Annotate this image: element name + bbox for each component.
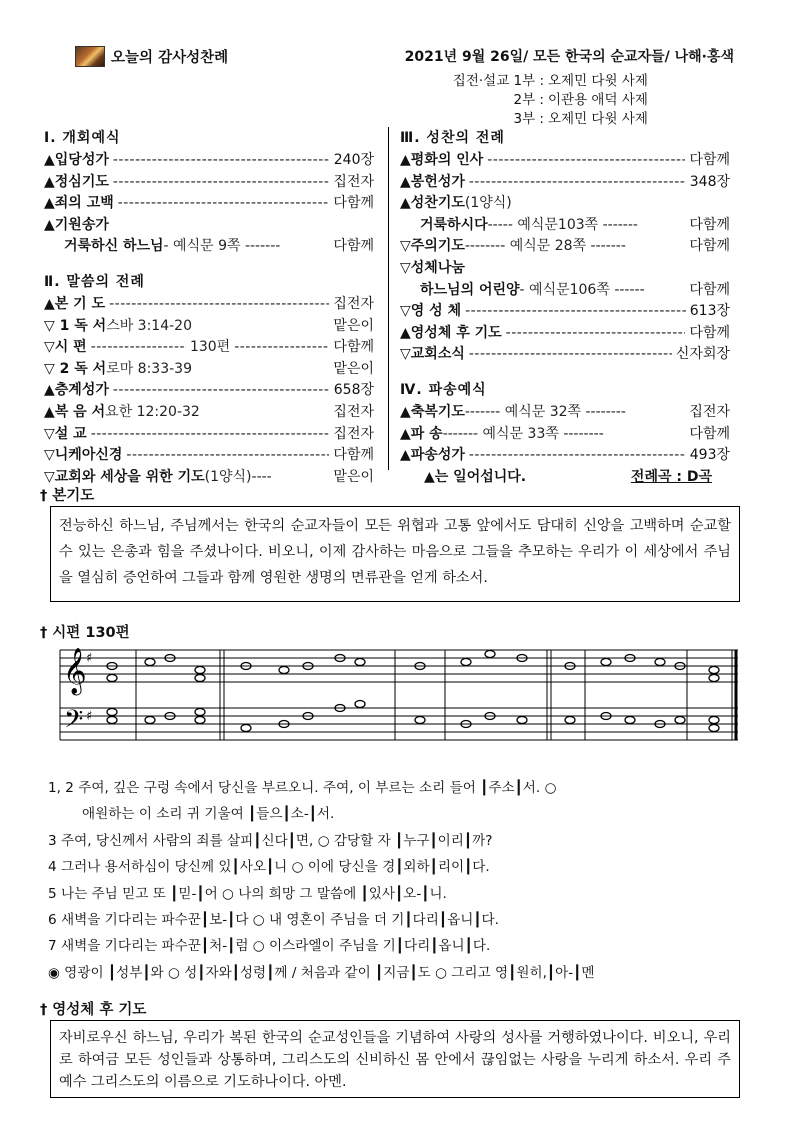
service-item-label: 거룩하신 하느님 <box>64 238 164 255</box>
service-item-label: ▲파 송 <box>400 425 443 442</box>
service-item-label: 하느님의 어린양 <box>420 281 520 298</box>
date-line: 2021년 9월 26일/ 모든 한국의 순교자들/ 나해·홍색 <box>404 49 734 65</box>
service-item-label: ▽교회와 세상을 위한 기도 <box>44 468 205 485</box>
service-item-value: 다함께 <box>689 238 730 255</box>
leader-dots <box>487 152 685 168</box>
church-logo-icon <box>75 46 105 67</box>
service-item-value: 다함께 <box>689 216 730 233</box>
leader-dots <box>469 346 672 362</box>
psalm-verse: 5 나는 주님 믿고 또 ┃믿-┃어 ○ 나의 희망 그 말씀에 ┃있사┃오-┃니. <box>48 885 447 902</box>
service-item-value: 493장 <box>689 447 730 464</box>
service-item-detail: ----- 예식문103쪽 ------- <box>487 216 638 233</box>
service-item <box>44 444 374 466</box>
leader-dots <box>469 447 686 463</box>
leader-dots <box>118 195 330 211</box>
order-left-column <box>44 127 374 487</box>
service-item <box>44 315 374 337</box>
service-item <box>400 300 730 322</box>
psalm-verse: 애원하는 이 소리 귀 기울여 ┃들으┃소-┃서. <box>82 806 335 823</box>
service-item-label: ▲봉헌성가 <box>400 173 465 190</box>
service-item <box>400 322 730 344</box>
psalm-verse: 4 그러나 용서하심이 당신께 있┃사오┃니 ○ 이에 당신을 경┃외하┃리이┃다. <box>48 859 490 876</box>
service-item-detail: - 예식문 9쪽 ------- <box>163 238 281 255</box>
service-item-label: ▽주의기도 <box>400 238 465 255</box>
celebrant-name: 이관용 애덕 사제 <box>548 92 648 108</box>
leader-dots <box>234 339 329 355</box>
service-item-value: 다함께 <box>333 238 374 255</box>
celebrant-list <box>440 72 710 129</box>
section-heading: Ⅱ. 말씀의 전례 <box>44 273 145 290</box>
service-item-value: 다함께 <box>333 339 374 356</box>
service-item <box>44 214 374 236</box>
service-item <box>44 401 374 423</box>
service-item <box>44 336 374 358</box>
service-item-label: 거룩하시다 <box>420 216 488 233</box>
section-heading: Ⅲ. 성찬의 전례 <box>400 130 505 146</box>
service-item-detail: 130편 <box>189 339 231 356</box>
collect-text: 전능하신 하느님, 주님께서는 한국의 순교자들이 모든 위협과 고통 앞에서도 담대히 신앙을 고백하며 순교할 수 있는 은총과 힘을 주셨나이다. 비오니, 이제 감사하는 마음으로 그들을 추모하는 우리가 이 세상에서 주님을 열심히 증언하여 그들과 함께 영원한 생명의 면류관을 얻게 하소서. <box>50 506 740 602</box>
service-item-label: ▲평화의 인사 <box>400 152 484 168</box>
section-heading: Ⅳ. 파송예식 <box>400 381 487 398</box>
order-right-column <box>400 127 730 487</box>
service-item-detail: -------- 예식문 28쪽 ------- <box>464 238 626 255</box>
section-rows <box>44 293 374 487</box>
page-title: 오늘의 감사성찬례 <box>111 50 229 66</box>
service-item-label: ▲기원송가 <box>44 216 109 233</box>
leader-dots <box>91 339 186 355</box>
service-item <box>400 235 730 257</box>
service-item-value: 다함께 <box>333 447 374 464</box>
service-item-value: 다함께 <box>689 324 730 341</box>
psalm-verse: 3 주여, 당신께서 사람의 죄를 살피┃신다┃면, ○ 감당할 자 ┃누구┃이리┃까? <box>48 832 493 849</box>
section-rows <box>400 149 730 365</box>
celebrant-label: 2부 : <box>513 92 544 108</box>
service-item-label: ▲정심기도 <box>44 173 109 190</box>
leader-dots <box>113 152 330 168</box>
svg-text:♯: ♯ <box>86 709 93 724</box>
celebrant-name: 오제민 다윗 사제 <box>548 111 648 127</box>
service-item <box>400 279 730 301</box>
celebrant-label: 3부 : <box>513 111 544 127</box>
celebrant-name: 오제민 다윗 사제 <box>548 73 648 89</box>
service-item-label: ▲본 기 도 <box>44 295 106 312</box>
service-item-value: 613장 <box>689 303 730 320</box>
service-item-value: 맡은이 <box>333 360 374 377</box>
service-item-detail: ------- 예식문 32쪽 -------- <box>464 403 626 420</box>
service-item-value: 집전자 <box>333 295 374 312</box>
psalm-verse: ◉ 영광이 ┃성부┃와 ○ 성┃자와┃성령┃께 / 처음과 같이 ┃지금┃도 ○ 그리고 영┃원히,┃아-┃멘 <box>48 964 595 981</box>
service-item <box>44 235 374 257</box>
service-item-value: 다함께 <box>689 281 730 298</box>
leader-dots <box>469 174 686 190</box>
psalm-heading: † 시편 130편 <box>40 625 130 641</box>
service-item-detail: 스바 3:14-20 <box>106 317 192 334</box>
service-item <box>400 444 730 466</box>
service-item-detail: 요한 12:20-32 <box>105 403 200 420</box>
psalm-chant-score <box>50 640 742 752</box>
svg-text:♯: ♯ <box>86 651 93 666</box>
service-item-value: 다함께 <box>333 195 374 212</box>
celebrant-row <box>440 72 710 91</box>
bass-clef-icon: 𝄢 <box>64 705 84 740</box>
service-item <box>44 423 374 445</box>
service-item-value: 240장 <box>333 152 374 168</box>
service-item <box>400 423 730 445</box>
post-communion-heading: † 영성체 후 기도 <box>40 1002 147 1018</box>
service-item-label: ▲죄의 고백 <box>44 195 114 212</box>
service-item-value: 집전자 <box>333 173 374 190</box>
service-item-detail: - 예식문106쪽 ------ <box>519 281 645 298</box>
service-item-detail: ------- 예식문 33쪽 -------- <box>442 425 604 442</box>
service-item-value: 집전자 <box>689 403 730 420</box>
liturgy-setting: 전례곡 : D곡 <box>630 468 712 485</box>
service-item <box>400 401 730 423</box>
leader-dots <box>465 303 686 319</box>
service-item <box>44 149 374 171</box>
post-communion-text: 자비로우신 하느님, 우리가 복된 한국의 순교성인들을 기념하여 사랑의 성사를 거행하였나이다. 비오니, 우리로 하여금 모든 성인들과 상통하며, 그리스도의 신비하신 몸 안에서 끊임없는 사랑을 누리게 하소서. 우리 주 예수 그리스도의 이름으로 기도하나이다. 아멘. <box>50 1020 740 1098</box>
service-item-label: ▽니케아신경 <box>44 447 123 464</box>
service-item <box>400 257 730 279</box>
service-item-label: ▲성찬기도 <box>400 195 465 212</box>
service-item-value: 658장 <box>333 382 374 399</box>
service-item-detail: 로마 8:33-39 <box>106 360 192 377</box>
service-item-detail: (1양식)---- <box>204 468 272 485</box>
service-item <box>400 214 730 236</box>
service-item-value: 다함께 <box>689 152 730 168</box>
psalm-verse: 6 새벽을 기다리는 파수꾼┃보-┃다 ○ 내 영혼이 주님을 더 기┃다리┃옵니┃다. <box>48 912 499 929</box>
collect-heading: † 본기도 <box>40 488 95 504</box>
service-item-value: 맡은이 <box>333 317 374 334</box>
celebrant-row <box>440 91 710 110</box>
service-item-value: 신자회장 <box>675 346 730 363</box>
service-item <box>44 192 374 214</box>
leader-dots <box>506 325 686 341</box>
service-item-label: ▽성체나눔 <box>400 259 465 276</box>
page-header-left <box>75 46 228 67</box>
service-item <box>44 379 374 401</box>
psalm-verse: 1, 2 주여, 깊은 구렁 속에서 당신을 부르오니. 주여, 이 부르는 소리 들어 ┃주소┃서. ○ <box>48 780 557 796</box>
service-item-label: ▲파송성가 <box>400 447 465 464</box>
service-item <box>44 171 374 193</box>
service-item <box>44 358 374 380</box>
service-item <box>400 192 730 214</box>
service-item-label: ▽영 성 체 <box>400 303 462 320</box>
treble-clef-icon: 𝄞 <box>63 648 87 694</box>
section-rows <box>400 401 730 466</box>
service-item-label: ▲입당성가 <box>44 152 109 168</box>
leader-dots <box>113 174 330 190</box>
stand-note: ▲는 일어섭니다. <box>424 468 527 485</box>
service-item-label: ▲영성체 후 기도 <box>400 324 502 341</box>
service-item <box>400 171 730 193</box>
section-rows <box>44 149 374 257</box>
psalm-verse: 7 새벽을 기다리는 파수꾼┃처-┃럼 ○ 이스라엘이 주님을 기┃다리┃옵니┃다. <box>48 938 491 955</box>
column-divider <box>388 127 389 470</box>
leader-dots <box>109 296 329 312</box>
service-item-value: 집전자 <box>333 403 374 420</box>
leader-dots <box>91 426 330 442</box>
service-item-label: ▽ 1 독 서 <box>44 317 107 334</box>
service-item-label: ▽시 편 <box>44 339 87 356</box>
footer-note-row <box>400 466 730 488</box>
service-item-label: ▽교회소식 <box>400 346 465 363</box>
service-item-value: 집전자 <box>333 425 374 442</box>
service-item-label: ▲층계성가 <box>44 382 109 399</box>
service-item-detail: (1양식) <box>464 195 512 212</box>
service-item <box>44 293 374 315</box>
service-item-label: ▽설 교 <box>44 425 87 442</box>
service-item-label: ▽ 2 독 서 <box>44 360 107 377</box>
service-item-value: 다함께 <box>689 425 730 442</box>
celebrant-label: 집전·설교 1부 : <box>452 73 544 89</box>
service-item <box>400 343 730 365</box>
service-item-label: ▲축복기도 <box>400 403 465 420</box>
leader-dots <box>113 382 330 398</box>
service-item-value: 맡은이 <box>333 468 374 485</box>
section-heading: Ⅰ. 개회예식 <box>44 130 121 146</box>
service-item <box>400 149 730 171</box>
psalm-text <box>48 775 748 986</box>
leader-dots <box>126 447 329 463</box>
service-item-value: 348장 <box>689 173 730 190</box>
service-item-label: ▲복 음 서 <box>44 403 106 420</box>
